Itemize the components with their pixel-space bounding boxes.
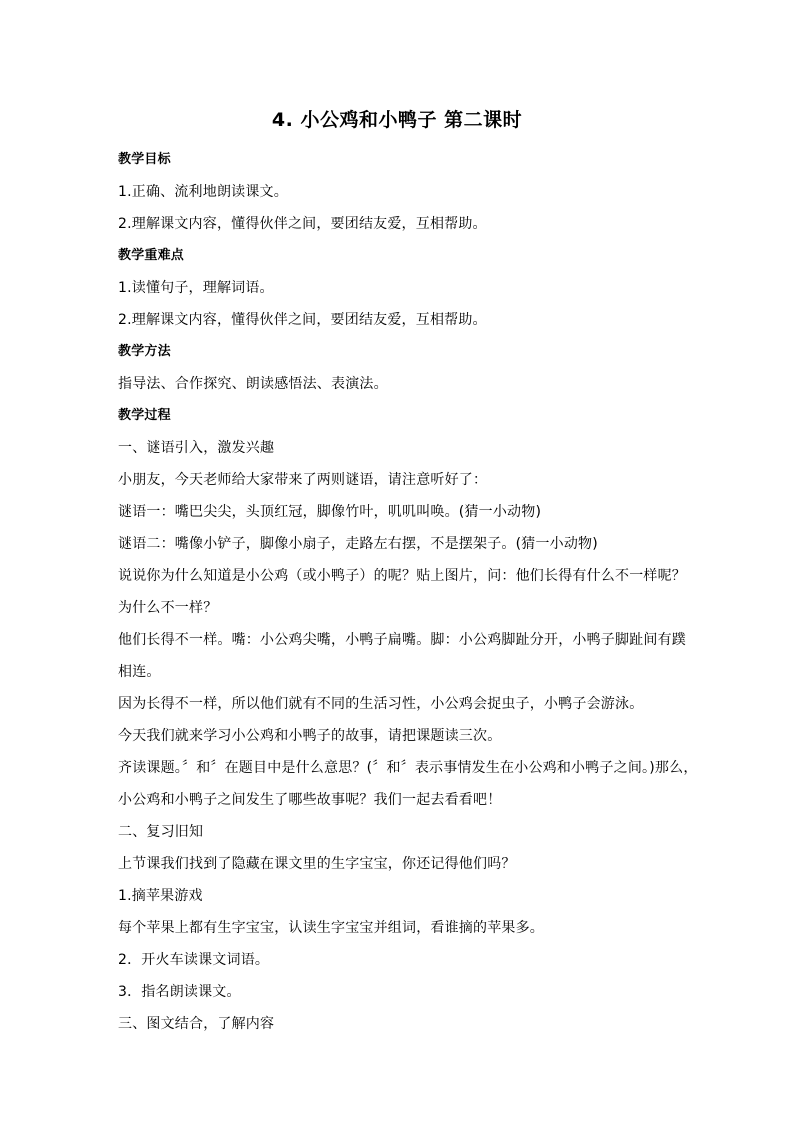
paragraph-line: 2.理解课文内容，懂得伙伴之间，要团结友爱，互相帮助。 <box>118 312 487 328</box>
section-heading-methods: 教学方法 <box>118 344 171 359</box>
paragraph-line: 他们长得不一样。嘴：小公鸡尖嘴，小鸭子扁嘴。脚：小公鸡脚趾分开，小鸭子脚趾间有蹼 <box>118 632 686 648</box>
paragraph-line: 谜语一：嘴巴尖尖，头顶红冠，脚像竹叶，叽叽叫唤。(猜一小动物) <box>118 504 542 520</box>
paragraph-line: 2．开火车读课文词语。 <box>118 952 270 968</box>
paragraph-line: 2.理解课文内容，懂得伙伴之间，要团结友爱，互相帮助。 <box>118 216 487 232</box>
paragraph-line: 3．指名朗读课文。 <box>118 984 241 1000</box>
paragraph-line: 上节课我们找到了隐藏在课文里的生字宝宝，你还记得他们吗？ <box>118 856 516 872</box>
paragraph-line: 1.读懂句子，理解词语。 <box>118 280 274 296</box>
paragraph-line: 小朋友，今天老师给大家带来了两则谜语，请注意听好了： <box>118 472 488 488</box>
subsection-heading: 二、复习旧知 <box>118 824 204 840</box>
paragraph-line: 今天我们就来学习小公鸡和小鸭子的故事，请把课题读三次。 <box>118 728 502 744</box>
section-heading-objectives: 教学目标 <box>118 152 171 167</box>
section-heading-process: 教学过程 <box>118 408 171 423</box>
paragraph-line: 小公鸡和小鸭子之间发生了哪些故事呢？我们一起去看看吧！ <box>118 792 502 808</box>
paragraph-line: 因为长得不一样，所以他们就有不同的生活习性，小公鸡会捉虫子，小鸭子会游泳。 <box>118 696 644 712</box>
paragraph-line: 齐读课题。〞和〞在题目中是什么意思？(〞和〞表示事情发生在小公鸡和小鸭子之间。)那么， <box>118 760 698 776</box>
subsection-heading: 一、谜语引入，激发兴趣 <box>118 440 275 456</box>
paragraph-line: 1.正确、流利地朗读课文。 <box>118 184 288 200</box>
paragraph-line: 为什么不一样？ <box>118 600 218 616</box>
paragraph-line: 说说你为什么知道是小公鸡（或小鸭子）的呢？贴上图片，问：他们长得有什么不一样呢？ <box>118 568 686 584</box>
page-title: 4. 小公鸡和小鸭子 第二课时 <box>271 109 523 131</box>
paragraph-line: 谜语二：嘴像小铲子，脚像小扇子，走路左右摆，不是摆架子。(猜一小动物) <box>118 536 598 552</box>
paragraph-line: 相连。 <box>118 664 161 680</box>
paragraph-line: 1.摘苹果游戏 <box>118 888 203 904</box>
paragraph-line: 指导法、合作探究、朗读感悟法、表演法。 <box>118 376 388 392</box>
document-body <box>118 144 698 1040</box>
section-heading-key-points: 教学重难点 <box>118 248 185 263</box>
subsection-heading: 三、图文结合，了解内容 <box>118 1016 275 1032</box>
paragraph-line: 每个苹果上都有生字宝宝，认读生字宝宝并组词，看谁摘的苹果多。 <box>118 920 544 936</box>
